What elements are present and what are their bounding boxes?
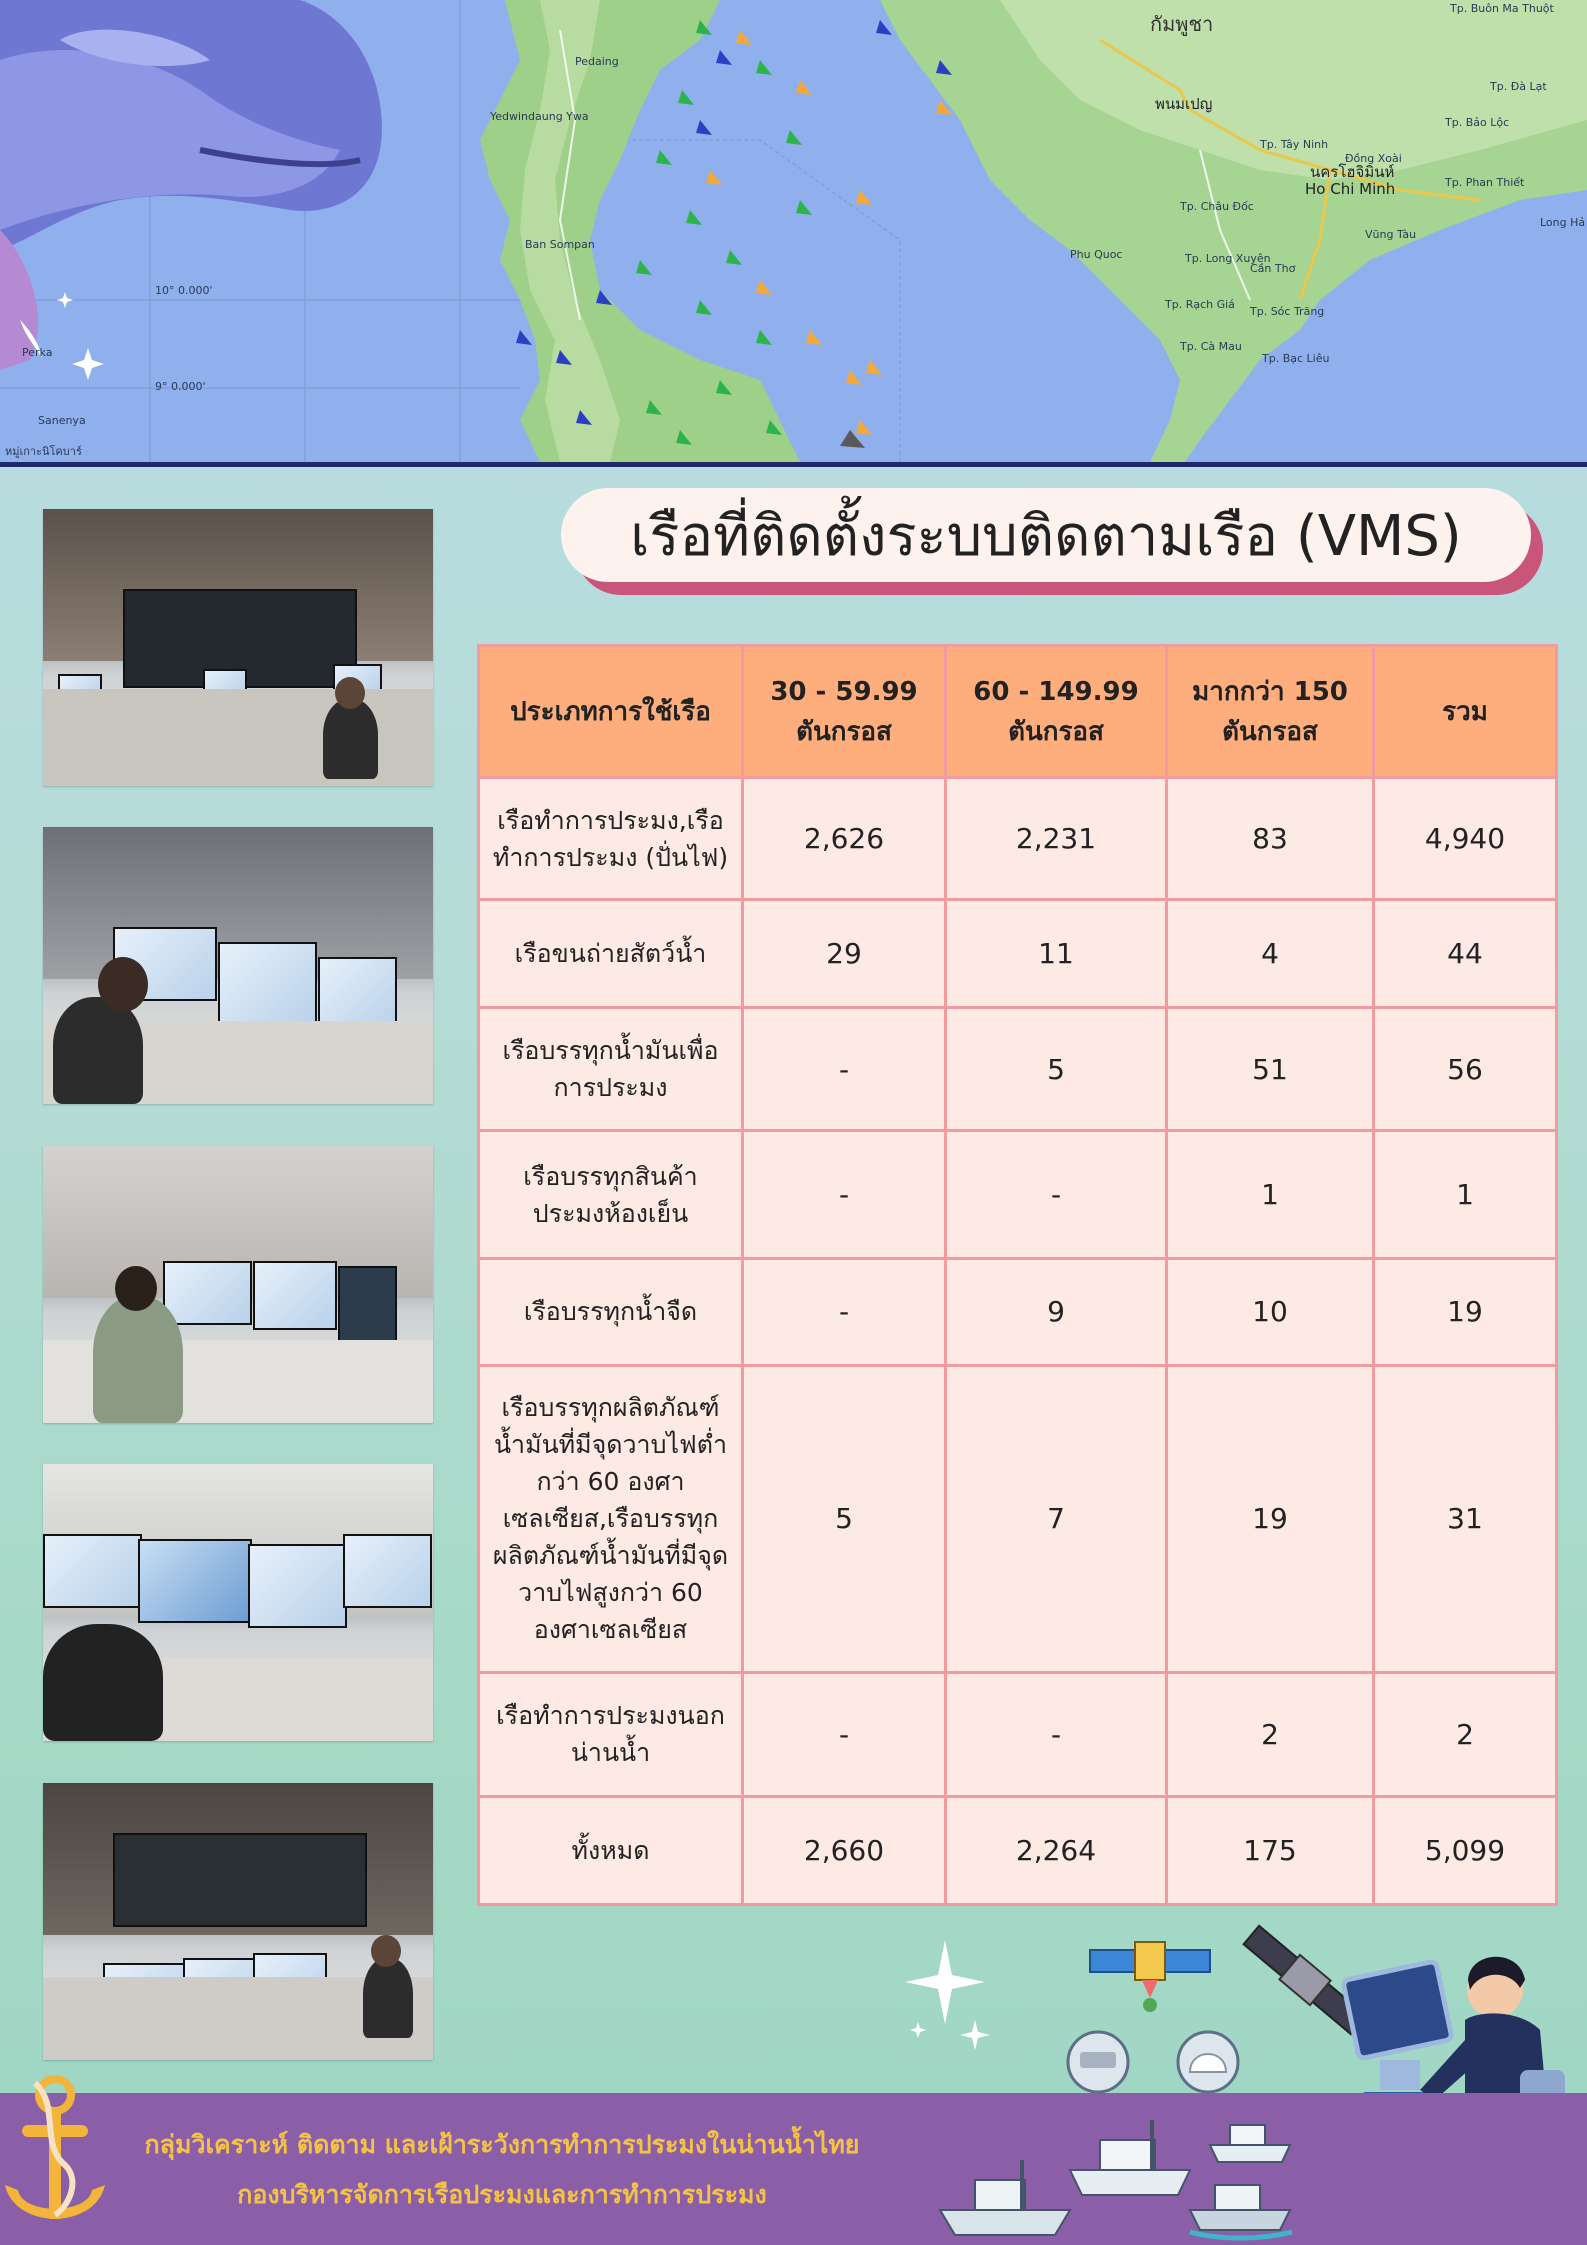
total-cell: 19 [1374, 1259, 1557, 1365]
value-cell: 11 [946, 900, 1167, 1008]
map-label: Tp. Sóc Trăng [1250, 305, 1325, 318]
fishing-boat-icon [1190, 2185, 1292, 2238]
table-row [479, 1365, 1557, 1672]
map-label: Tp. Cà Mau [1180, 340, 1242, 353]
map-label: Tp. Rạch Giá [1165, 298, 1235, 311]
footer-division-line: กองบริหารจัดการเรือประมงและการทำการประมง [237, 2180, 767, 2209]
operator-photo [43, 1146, 433, 1423]
value-cell: 2,660 [743, 1796, 946, 1904]
vessel-type-cell: เรือบรรทุกสินค้าประมงห้องเย็น [479, 1131, 743, 1259]
value-cell: - [946, 1672, 1167, 1796]
value-cell: 10 [1167, 1259, 1374, 1365]
table-row [479, 1672, 1557, 1796]
map-label: Tp. Bạc Liêu [1262, 352, 1330, 365]
satellite-icon [1090, 1942, 1210, 2012]
value-cell: 175 [1167, 1796, 1374, 1904]
value-cell: - [743, 1259, 946, 1365]
map-label: Sanenya [38, 414, 86, 427]
table-row [479, 1259, 1557, 1365]
column-header: ประเภทการใช้เรือ [479, 646, 743, 778]
vessel-type-cell: เรือขนถ่ายสัตว์น้ำ [479, 900, 743, 1008]
whale-illustration [0, 0, 382, 380]
total-cell: 56 [1374, 1008, 1557, 1131]
value-cell: 2,264 [946, 1796, 1167, 1904]
workstation-photo [43, 1464, 433, 1741]
map-label-city: นครโฮจิมินห์ [1310, 163, 1395, 181]
map-graphic [0, 0, 1587, 462]
map-label: Tp. Châu Đốc [1180, 200, 1254, 213]
table-row [479, 1131, 1557, 1259]
control-room-photo [43, 1783, 433, 2060]
map-label: Tp. Phan Thiết [1445, 176, 1525, 189]
value-cell: 83 [1167, 778, 1374, 900]
map-label: Perka [22, 346, 53, 359]
operator-photo [43, 827, 433, 1104]
vessel-type-cell: เรือทำการประมงนอกน่านน้ำ [479, 1672, 743, 1796]
map-label: หมู่เกาะนิโคบาร์ [5, 445, 82, 458]
column-header: รวม [1374, 646, 1557, 778]
value-cell: - [743, 1672, 946, 1796]
vms-device-icon [1080, 2052, 1116, 2068]
vessel-type-cell: เรือบรรทุกผลิตภัณฑ์น้ำมันที่มีจุดวาบไฟต่ำกว่า 60 องศาเซลเซียส,เรือบรรทุกผลิตภัณฑ์น้ำมันที่มีจุดวาบไฟสูงกว่า 60 องศาเซลเซียส [479, 1365, 743, 1672]
total-cell: 2 [1374, 1672, 1557, 1796]
value-cell: 9 [946, 1259, 1167, 1365]
total-cell: 31 [1374, 1365, 1557, 1672]
column-header: 60 - 149.99 ตันกรอส [946, 646, 1167, 778]
total-cell: 5,099 [1374, 1796, 1557, 1904]
value-cell: 4 [1167, 900, 1374, 1008]
vms-table [477, 644, 1558, 1906]
vms-map [0, 0, 1587, 467]
vessel-type-cell: เรือบรรทุกน้ำจืด [479, 1259, 743, 1365]
map-label: Tp. Buôn Ma Thuột [1450, 2, 1554, 15]
map-label: Tp. Đà Lạt [1490, 80, 1547, 93]
table-row [479, 1008, 1557, 1131]
map-label: Tp. Long Xuyên [1185, 252, 1271, 265]
map-label-city: พนมเปญ [1155, 95, 1213, 113]
value-cell: - [743, 1008, 946, 1131]
map-label: Vũng Tàu [1365, 228, 1417, 241]
value-cell: 51 [1167, 1008, 1374, 1131]
map-label: Long Hả [1540, 216, 1586, 229]
value-cell: 2,626 [743, 778, 946, 900]
table-row [479, 900, 1557, 1008]
map-label: Tp. Bảo Lộc [1445, 116, 1510, 129]
fishing-boats-illustration [920, 2090, 1300, 2245]
map-label: Pedaing [575, 55, 619, 68]
value-cell: 2,231 [946, 778, 1167, 900]
map-label: Đồng Xoài [1345, 152, 1402, 165]
value-cell: 1 [1167, 1131, 1374, 1259]
column-header: 30 - 59.99 ตันกรอส [743, 646, 946, 778]
value-cell: 29 [743, 900, 946, 1008]
map-label-country: กัมพูชา [1150, 12, 1214, 36]
total-cell: 1 [1374, 1131, 1557, 1259]
value-cell: - [743, 1131, 946, 1259]
fishing-boat-icon [1210, 2125, 1290, 2162]
fishing-boat-icon [1070, 2120, 1190, 2195]
map-label: Yedwindaung Ywa [490, 110, 589, 123]
title-banner [561, 488, 1531, 582]
footer-band [0, 2093, 1587, 2245]
fishing-boat-icon [940, 2160, 1070, 2235]
vessel-type-cell: เรือทำการประมง,เรือทำการประมง (ปั่นไฟ) [479, 778, 743, 900]
table-total-row [479, 1796, 1557, 1904]
value-cell: 5 [946, 1008, 1167, 1131]
latitude-label: 9° 0.000' [155, 380, 206, 393]
vessel-type-cell: ทั้งหมด [479, 1796, 743, 1904]
latitude-label: 10° 0.000' [155, 284, 213, 297]
table-row [479, 778, 1557, 900]
column-header: มากกว่า 150 ตันกรอส [1167, 646, 1374, 778]
map-label: Ban Sompan [525, 238, 595, 251]
value-cell: 7 [946, 1365, 1167, 1672]
value-cell: - [946, 1131, 1167, 1259]
sparkle-icon [905, 1940, 990, 2050]
map-label: Phu Quoc [1070, 248, 1123, 261]
total-cell: 44 [1374, 900, 1557, 1008]
vessel-type-cell: เรือบรรทุกน้ำมันเพื่อการประมง [479, 1008, 743, 1131]
footer-agency-line: กลุ่มวิเคราะห์ ติดตาม และเฝ้าระวังการทำการประมงในน่านน้ำไทย [144, 2130, 860, 2159]
value-cell: 5 [743, 1365, 946, 1672]
page-title: เรือที่ติดตั้งระบบติดตามเรือ (VMS) [630, 503, 1462, 569]
value-cell: 2 [1167, 1672, 1374, 1796]
anchor-icon [0, 2065, 120, 2245]
control-room-photo [43, 509, 433, 786]
value-cell: 19 [1167, 1365, 1374, 1672]
map-label: Tp. Tây Ninh [1260, 138, 1329, 151]
map-label: Cần Thơ [1250, 262, 1296, 275]
table-header-row [479, 646, 1557, 778]
total-cell: 4,940 [1374, 778, 1557, 900]
map-label-city: Ho Chi Minh [1305, 180, 1396, 198]
